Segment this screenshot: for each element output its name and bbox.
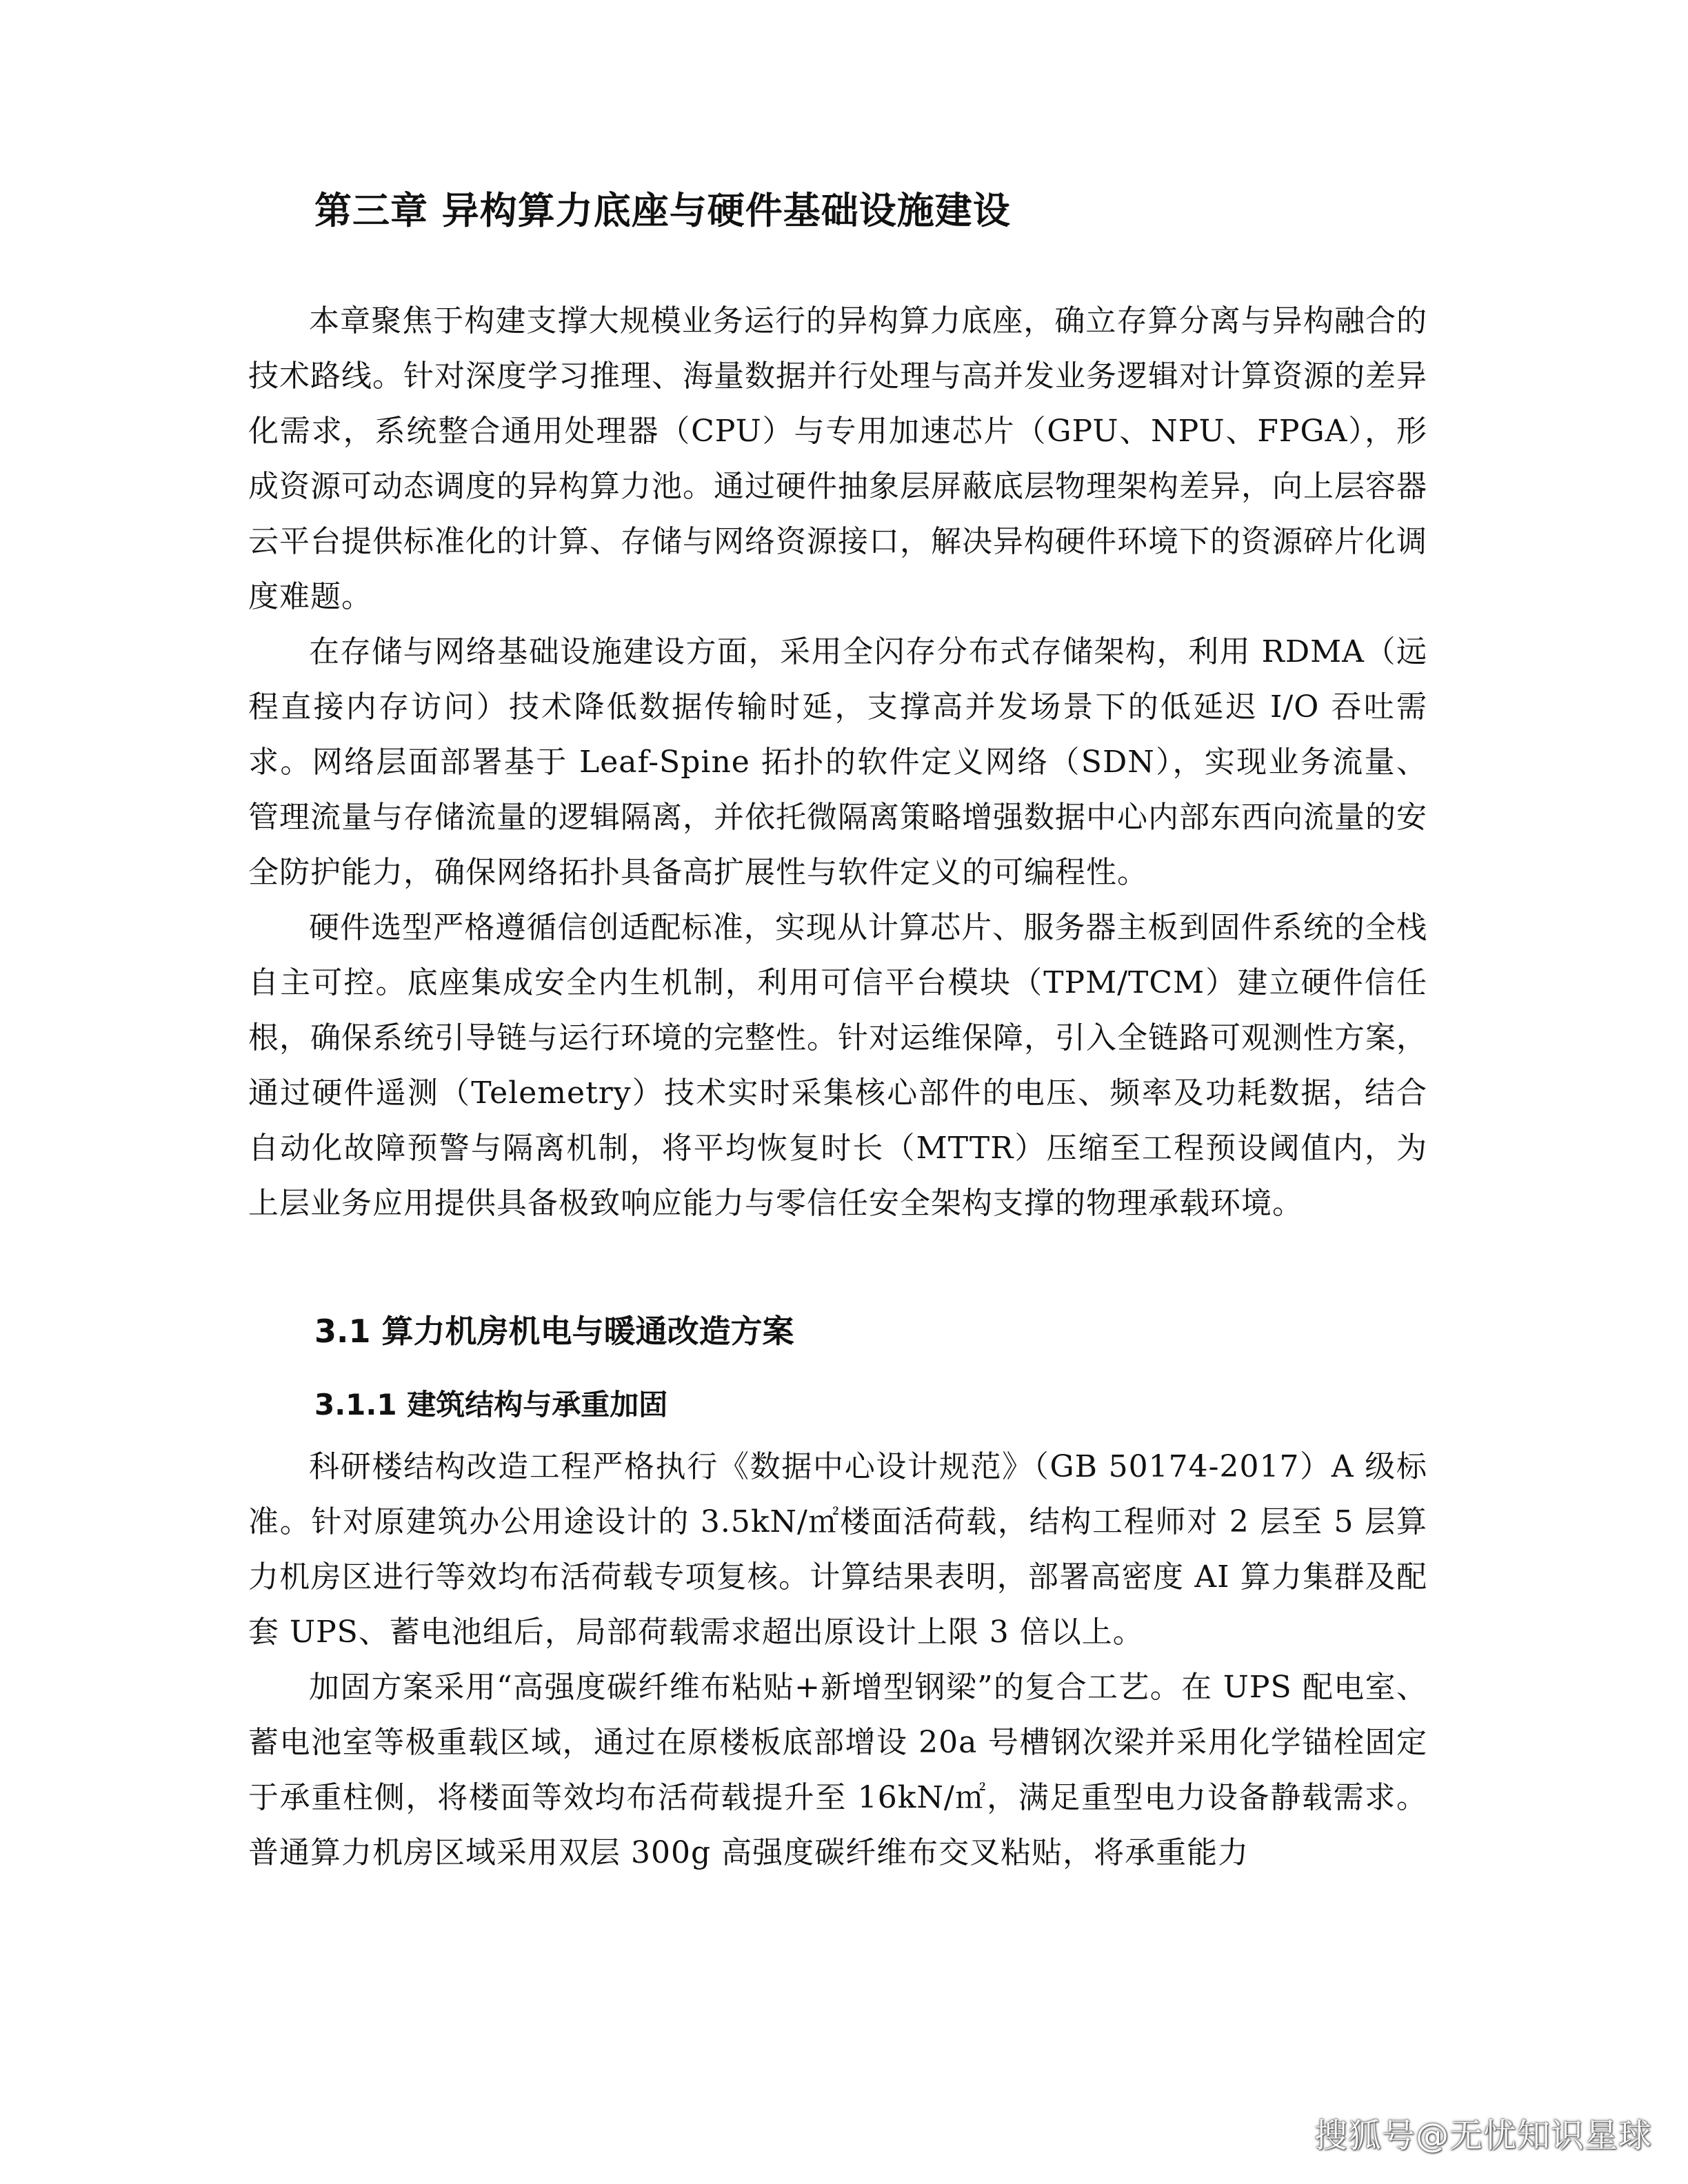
intro-paragraph-3: 硬件选型严格遵循信创适配标准，实现从计算芯片、服务器主板到固件系统的全栈自主可控。底座集成安全内生机制，利用可信平台模块（TPM/TCM）建立硬件信任根，确保系统引导链与运行环境的完整性。针对运维保障，引入全链路可观测性方案，通过硬件遥测（Telemetry）技术实时采集核心部件的电压、频率及功耗数据，结合自动化故障预警与隔离机制，将平均恢复时长（MTTR）压缩至工程预设阈值内，为上层业务应用提供具备极致响应能力与零信任安全架构支撑的物理承载环境。 — [248, 910, 1427, 1221]
watermark: 搜狐号@无忧知识星球 — [1314, 2116, 1652, 2155]
subsection-paragraph-2: 加固方案采用“高强度碳纤维布粘贴+新增型钢梁”的复合工艺。在 UPS 配电室、蓄电池室等极重载区域，通过在原楼板底部增设 20a 号槽钢次梁并采用化学锚栓固定于承重柱侧，将楼面等效均布活荷载提升至 16kN/㎡，满足重型电力设备静载需求。普通算力机房区域采用双层 300g 高强度碳纤维布交叉粘贴，将承重能力 — [248, 1670, 1427, 1870]
section-title: 3.1 算力机房机电与暖通改造方案 — [314, 1313, 794, 1350]
intro-paragraph-1: 本章聚焦于构建支撑大规模业务运行的异构算力底座，确立存算分离与异构融合的技术路线。针对深度学习推理、海量数据并行处理与高并发业务逻辑对计算资源的差异化需求，系统整合通用处理器（CPU）与专用加速芯片（GPU、NPU、FPGA），形成资源可动态调度的异构算力池。通过硬件抽象层屏蔽底层物理架构差异，向上层容器云平台提供标准化的计算、存储与网络资源接口，解决异构硬件环境下的资源碎片化调度难题。 — [248, 303, 1427, 614]
subsection-paragraph-1: 科研楼结构改造工程严格执行《数据中心设计规范》（GB 50174-2017）A 级标准。针对原建筑办公用途设计的 3.5kN/㎡楼面活荷载，结构工程师对 2 层至 5 层算力机房区进行等效均布活荷载专项复核。计算结果表明，部署高密度 AI 算力集群及配套 UPS、蓄电池组后，局部荷载需求超出原设计上限 3 倍以上。 — [248, 1449, 1427, 1650]
document-page — [248, 186, 1427, 1881]
intro-paragraph-2: 在存储与网络基础设施建设方面，采用全闪存分布式存储架构，利用 RDMA（远程直接内存访问）技术降低数据传输时延，支撑高并发场景下的低延迟 I/O 吞吐需求。网络层面部署基于 Leaf-Spine 拓扑的软件定义网络（SDN），实现业务流量、管理流量与存储流量的逻辑隔离，并依托微隔离策略增强数据中心内部东西向流量的安全防护能力，确保网络拓扑具备高扩展性与软件定义的可编程性。 — [248, 634, 1427, 890]
subsection-title: 3.1.1 建筑结构与承重加固 — [314, 1388, 668, 1422]
chapter-title: 第三章 异构算力底座与硬件基础设施建设 — [314, 189, 1011, 232]
